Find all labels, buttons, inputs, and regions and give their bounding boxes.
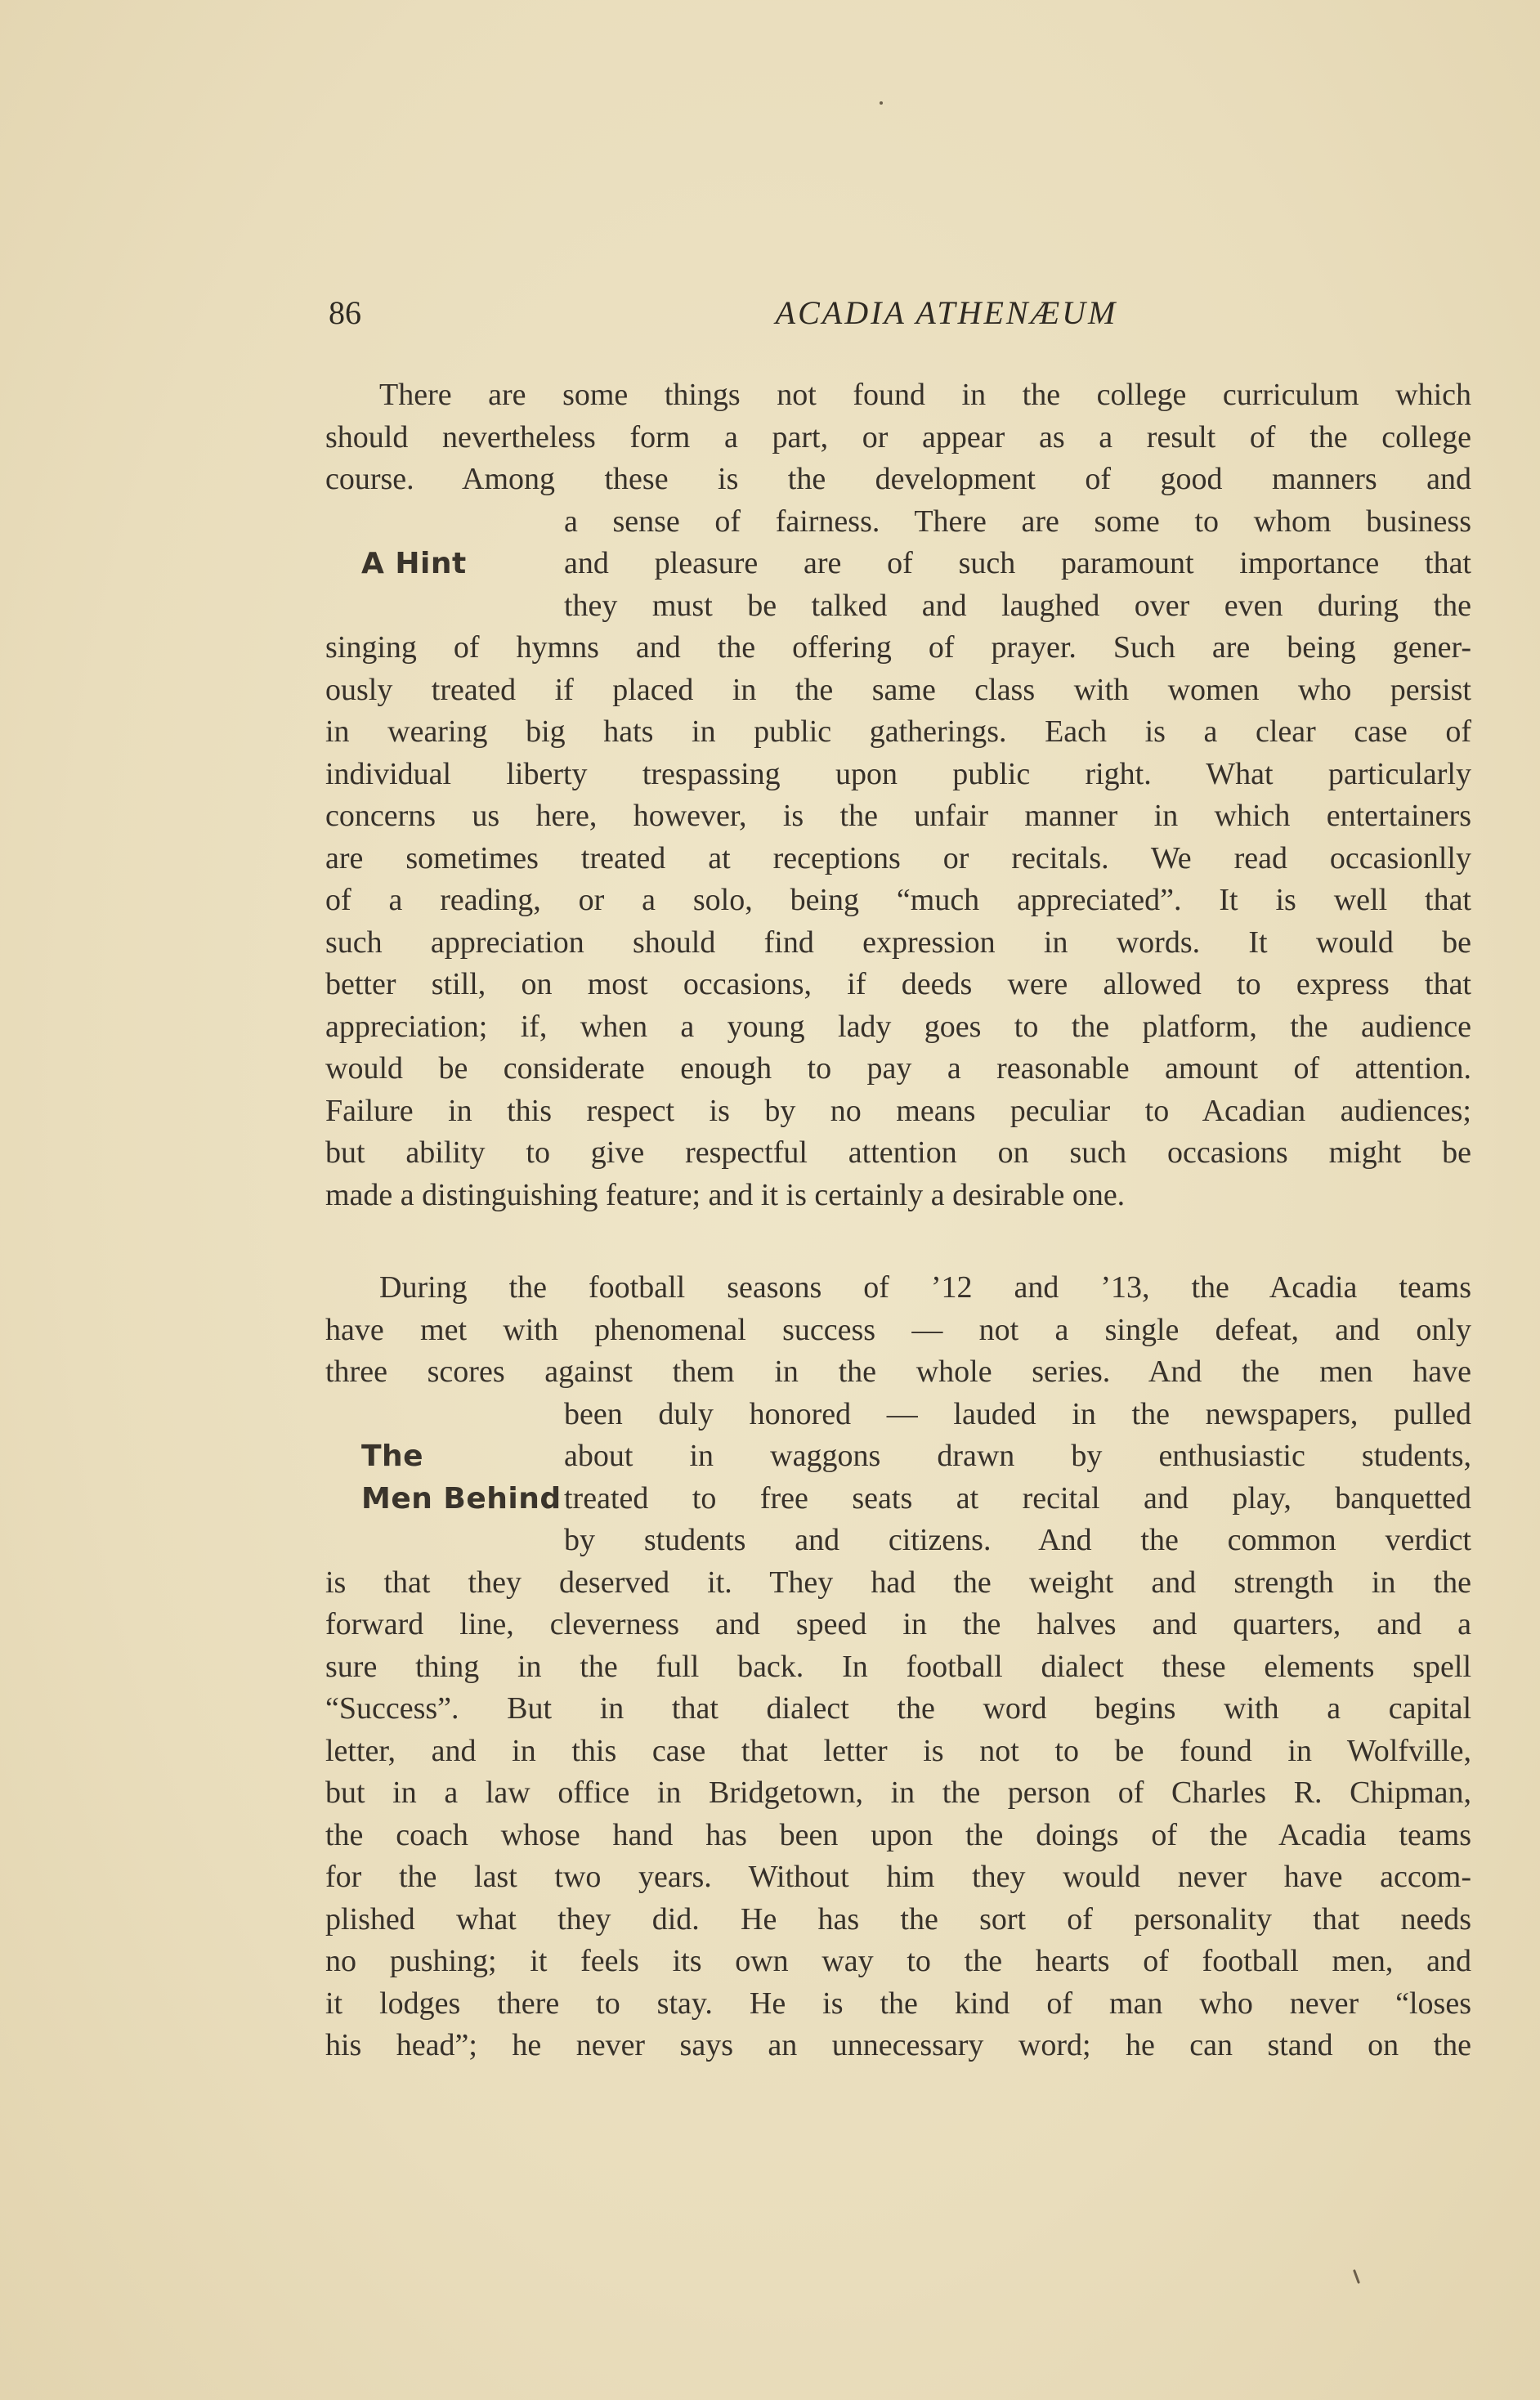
page-number: 86 (329, 294, 361, 331)
running-title: ACADIA ATHENÆUM (775, 294, 1118, 331)
text-line: individual liberty trespassing upon public right. What particularly (325, 756, 1471, 791)
text-line: have met with phenomenal success — not a single defeat, and only (325, 1312, 1471, 1347)
text-line: three scores against them in the whole series. And the men have (325, 1354, 1471, 1389)
text-line: been duly honored — lauded in the newspapers, pulled (564, 1396, 1471, 1431)
text-line: are sometimes treated at receptions or recitals. We read occasionlly (325, 840, 1471, 875)
text-line: is that they deserved it. They had the weight and strength in the (325, 1565, 1471, 1600)
text-line: appreciation; if, when a young lady goes to the platform, the audience (325, 1009, 1471, 1044)
text-line: plished what they did. He has the sort of personality that needs (325, 1901, 1471, 1937)
text-line: the coach whose hand has been upon the doings of the Acadia teams (325, 1817, 1471, 1852)
text-line: of a reading, or a solo, being “much appreciated”. It is well that (325, 883, 1471, 917)
text-line: in wearing big hats in public gatherings. Each is a clear case of (325, 714, 1471, 749)
text-line: concerns us here, however, is the unfair manner in which entertainers (325, 799, 1471, 833)
sidenote-heading: A Hint (361, 547, 467, 580)
text-line: should nevertheless form a part, or appear as a result of the college (325, 419, 1471, 454)
editorial-the-men-behind (325, 1267, 1471, 2067)
editorial-a-hint (325, 374, 1471, 1216)
text-line: better still, on most occasions, if deeds were allowed to express that (325, 967, 1471, 1001)
text-line (325, 1435, 1471, 1478)
text-line: it lodges there to stay. He is the kind of man who never “loses (325, 1986, 1471, 2021)
text-line-body: treated to free seats at recital and play, banquetted (564, 1480, 1471, 1516)
text-line: but ability to give respectful attention on such occasions might be (325, 1135, 1471, 1170)
text-line: ously treated if placed in the same class with women who persist (325, 672, 1471, 707)
text-line: “Success”. But in that dialect the word begins with a capital (325, 1691, 1471, 1726)
text-line: forward line, cleverness and speed in the halves and quarters, and a (325, 1607, 1471, 1641)
text-line: Failure in this respect is by no means peculiar to Acadian audiences; (325, 1093, 1471, 1128)
text-line: would be considerate enough to pay a reasonable amount of attention. (325, 1051, 1471, 1086)
text-line: There are some things not found in the college curriculum which (379, 378, 1471, 412)
text-line: course. Among these is the development of good manners and (325, 462, 1471, 496)
page-header (325, 289, 1470, 338)
text-line: sure thing in the full back. In football dialect these elements spell (325, 1649, 1471, 1684)
text-line: a sense of fairness. There are some to whom business (564, 504, 1471, 539)
text-line-body: and pleasure are of such paramount importance that (564, 546, 1471, 580)
paper-speck (880, 101, 883, 105)
text-line: made a distinguishing feature; and it is certainly a desirable one. (325, 1177, 1126, 1212)
text-line (325, 543, 1471, 585)
text-line: by students and citizens. And the common verdict (564, 1523, 1471, 1557)
text-line: such appreciation should find expression in words. It would be (325, 925, 1471, 960)
text-line: but in a law office in Bridgetown, in the person of Charles R. Chipman, (325, 1775, 1471, 1810)
text-line: no pushing; it feels its own way to the hearts of football men, and (325, 1944, 1471, 1978)
paper-speck (1353, 2269, 1360, 2284)
text-line-body: about in waggons drawn by enthusiastic students, (564, 1439, 1471, 1473)
sidenote-heading: Men Behind (361, 1481, 562, 1516)
text-line: singing of hymns and the offering of prayer. Such are being gener- (325, 630, 1471, 665)
text-line: During the football seasons of ’12 and ’13, the Acadia teams (379, 1270, 1471, 1305)
text-line: they must be talked and laughed over even during the (564, 588, 1471, 623)
text-line: letter, and in this case that letter is not to be found in Wolfville, (325, 1733, 1471, 1768)
text-line: for the last two years. Without him they would never have accom- (325, 1860, 1471, 1894)
sidenote-heading: The (361, 1440, 424, 1473)
text-line (325, 1478, 1471, 1520)
text-line: his head”; he never says an unnecessary word; he can stand on the (325, 2028, 1471, 2062)
